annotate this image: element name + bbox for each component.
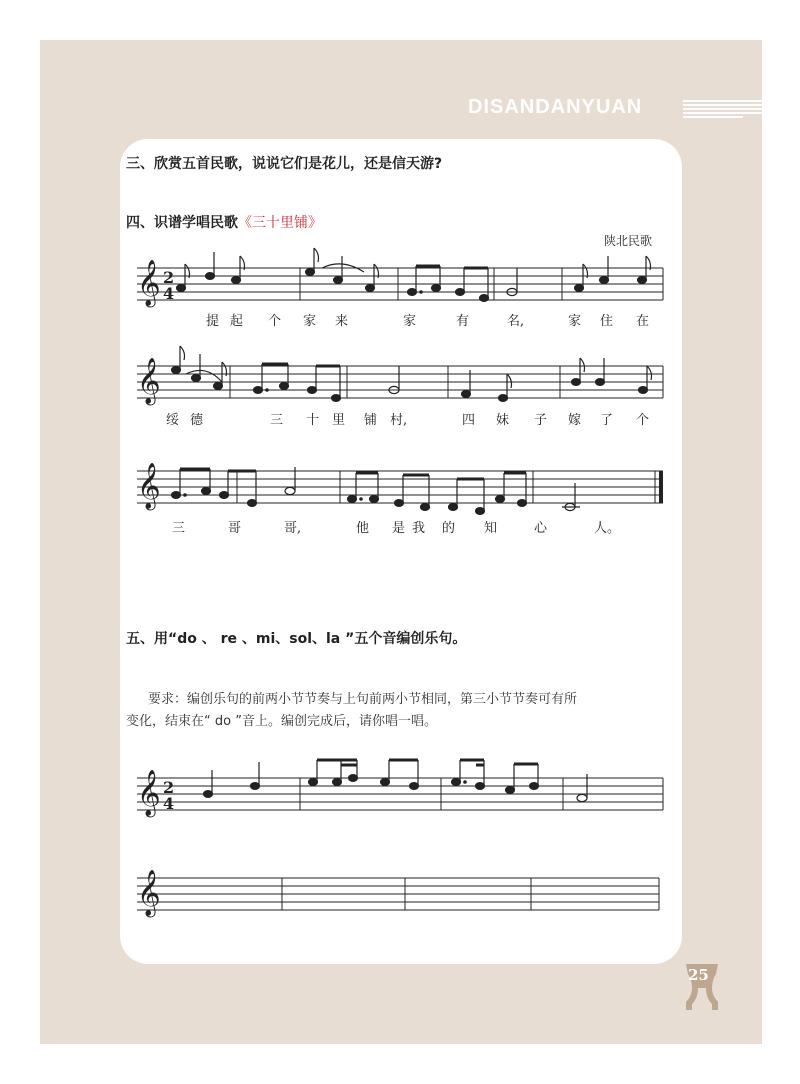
svg-text:在: 在 [636, 314, 650, 329]
exercise-treble-clef-1: 𝄞 [137, 770, 161, 816]
svg-text:四: 四 [462, 413, 476, 428]
treble-clef-1: 𝄞 [137, 260, 161, 306]
lyrics-line-3 [172, 521, 620, 536]
svg-text:德: 德 [190, 413, 204, 428]
requirement-line-1: 要求：编创乐句的前两小节节奏与上句前两小节相同，第三小节节奏可有所 [148, 692, 578, 707]
svg-text:里: 里 [332, 413, 346, 428]
song-origin: 陕北民歌 [604, 234, 653, 248]
svg-text:名,: 名, [507, 314, 525, 329]
exercise-staff-1-lines [137, 778, 663, 810]
svg-text:知: 知 [484, 521, 498, 536]
svg-text:子: 子 [534, 413, 548, 428]
svg-text:哥,: 哥, [284, 521, 302, 536]
lyrics-line-2 [166, 412, 649, 428]
svg-text:十: 十 [306, 413, 320, 428]
svg-text:住: 住 [600, 314, 614, 329]
svg-text:是: 是 [392, 521, 406, 536]
treble-clef-3: 𝄞 [137, 463, 161, 509]
svg-text:绥: 绥 [166, 413, 180, 428]
staff-1-notes [177, 248, 651, 301]
svg-text:人。: 人。 [594, 521, 621, 536]
treble-clef-2: 𝄞 [137, 358, 161, 404]
svg-text:家: 家 [303, 314, 317, 329]
svg-text:铺: 铺 [364, 413, 378, 428]
svg-text:起: 起 [230, 314, 244, 329]
lyrics-line-1 [206, 313, 649, 329]
song-title: 《三十里铺》 [238, 215, 322, 231]
svg-text:我: 我 [412, 521, 426, 536]
requirement-line-2: 变化，结束在“ do ”音上。编创完成后，请你唱一唱。 [126, 714, 437, 729]
svg-text:了: 了 [600, 413, 614, 428]
exercise-staff-2-lines [137, 878, 659, 910]
exercise-treble-clef-2: 𝄞 [137, 870, 161, 916]
page-number: 25 [688, 966, 709, 984]
svg-text:村,: 村, [390, 413, 408, 428]
svg-text:来: 来 [335, 314, 349, 329]
section-5-question: 五、用“do 、 re 、mi、sol、la ”五个音编创乐句。 [126, 631, 467, 647]
svg-text:的: 的 [442, 521, 456, 536]
svg-text:妹: 妹 [496, 413, 510, 428]
svg-text:家: 家 [403, 314, 417, 329]
svg-text:他: 他 [356, 521, 370, 536]
staff-1-lines [137, 268, 663, 300]
section-4-prefix: 四、识谱学唱民歌 [126, 215, 238, 231]
staff-3-notes [172, 467, 581, 514]
svg-text:心: 心 [534, 521, 548, 536]
section-5-requirement [126, 689, 682, 733]
exercise-staff-1-notes [204, 760, 588, 802]
svg-text:家: 家 [568, 314, 582, 329]
svg-text:个: 个 [636, 413, 650, 428]
svg-text:有: 有 [456, 314, 470, 329]
final-barline [659, 471, 663, 503]
svg-text:三: 三 [270, 413, 284, 428]
exercise-time-sig-top: 2 [163, 778, 175, 797]
time-sig-top: 2 [163, 268, 175, 287]
section-3-question: 三、欣赏五首民歌，说说它们是花儿，还是信天游? [126, 156, 443, 172]
svg-text:哥: 哥 [228, 521, 242, 536]
svg-text:三: 三 [172, 521, 186, 536]
svg-text:提: 提 [206, 314, 220, 329]
svg-text:嫁: 嫁 [568, 413, 582, 428]
svg-text:个: 个 [268, 314, 282, 329]
unit-header-word: DISANDANYUAN [468, 96, 643, 118]
staff-3-lines [137, 471, 663, 503]
exercise-time-sig-bottom: 4 [163, 794, 175, 813]
time-sig-bottom: 4 [163, 284, 175, 303]
